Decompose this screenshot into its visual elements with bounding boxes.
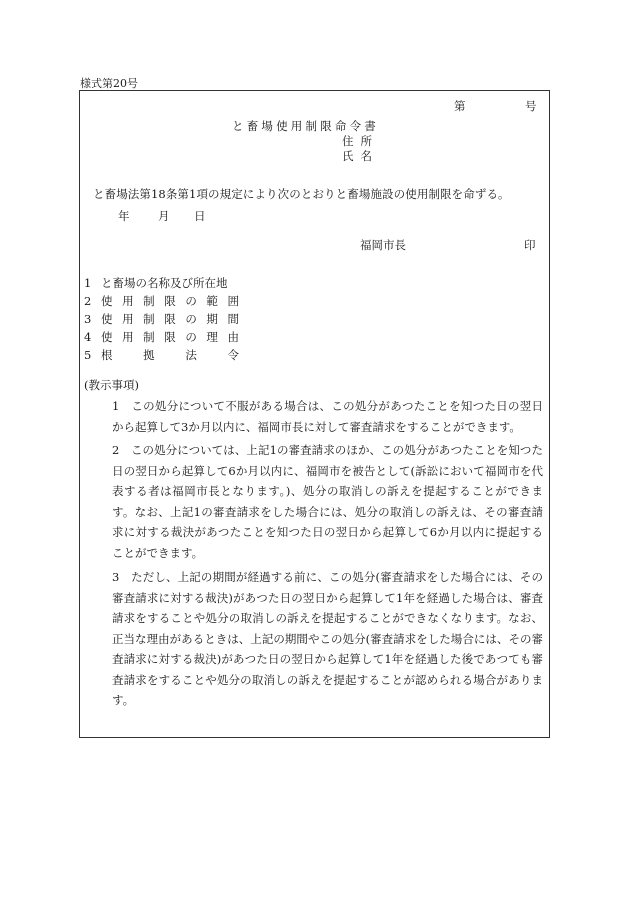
item-text: と畜場の名称及び所在地	[101, 276, 228, 290]
date-month: 月	[158, 209, 170, 223]
list-item	[84, 274, 239, 292]
issue-date	[118, 211, 206, 223]
notice-heading: (教示事項)	[84, 378, 139, 392]
item-number: 5	[84, 348, 92, 362]
name-label: 氏名	[342, 149, 379, 163]
doc-number-dai: 第	[454, 99, 466, 113]
list-item	[84, 310, 239, 328]
list-item	[84, 292, 239, 310]
date-year: 年	[118, 209, 130, 223]
item-list	[84, 274, 239, 364]
list-item	[84, 328, 239, 346]
document-frame	[79, 90, 550, 738]
item-text: 使 用 制 限 の 期 間	[101, 312, 239, 326]
document-title: と畜場使用制限命令書	[232, 119, 379, 133]
item-number: 3	[84, 312, 92, 326]
item-text: 根 拠 法 令	[101, 348, 239, 362]
address-label: 住所	[342, 134, 379, 148]
notice-paragraph-3: 3 ただし、上記の期間が経過する前に、この処分(審査請求をした場合には、その審査請求に対する裁決)があつた日の翌日から起算して1年を経過した場合は、審査請求をすることや処分の取消しの訴えを提起することができなくなります。なお、正当な理由があるときは、上記の期間やこの処分(審査請求をした場合には、その審査請求に対する裁決)があつた日の翌日から起算して1年を経過した後であつても審査請求をすることや処分の取消しの訴えを提起することが認められる場合があります。	[112, 570, 543, 707]
item-number: 1	[84, 276, 92, 290]
seal-mark: 印	[524, 238, 536, 252]
order-text: と畜場法第18条第1項の規定により次のとおりと畜場施設の使用制限を命ずる。	[93, 187, 510, 201]
notice-paragraph-2: 2 この処分については、上記1の審査請求のほか、この処分があつたことを知つた日の翌日から起算して6か月以内に、福岡市を被告として(訴訟において福岡市を代表する者は福岡市長となります。)、処分の取消しの訴えを提起することができます。なお、上記1の審査請求をした場合には、処分の取消しの訴えは、その審査請求に対する裁決があつたことを知つた日の翌日から起算して6か月以内に提起することができます。	[112, 443, 543, 560]
item-text: 使 用 制 限 の 範 囲	[101, 294, 239, 308]
item-number: 2	[84, 294, 92, 308]
list-item	[84, 346, 239, 364]
issuer-title: 福岡市長	[360, 238, 406, 252]
form-number: 様式第20号	[80, 77, 138, 90]
notice-paragraph-1: 1 この処分について不服がある場合は、この処分があつたことを知つた日の翌日から起算して3か月以内に、福岡市長に対して審査請求をすることができます。	[112, 399, 543, 434]
doc-number-go: 号	[525, 99, 537, 113]
item-text: 使 用 制 限 の 理 由	[101, 330, 239, 344]
item-number: 4	[84, 330, 92, 344]
date-day: 日	[194, 209, 206, 223]
